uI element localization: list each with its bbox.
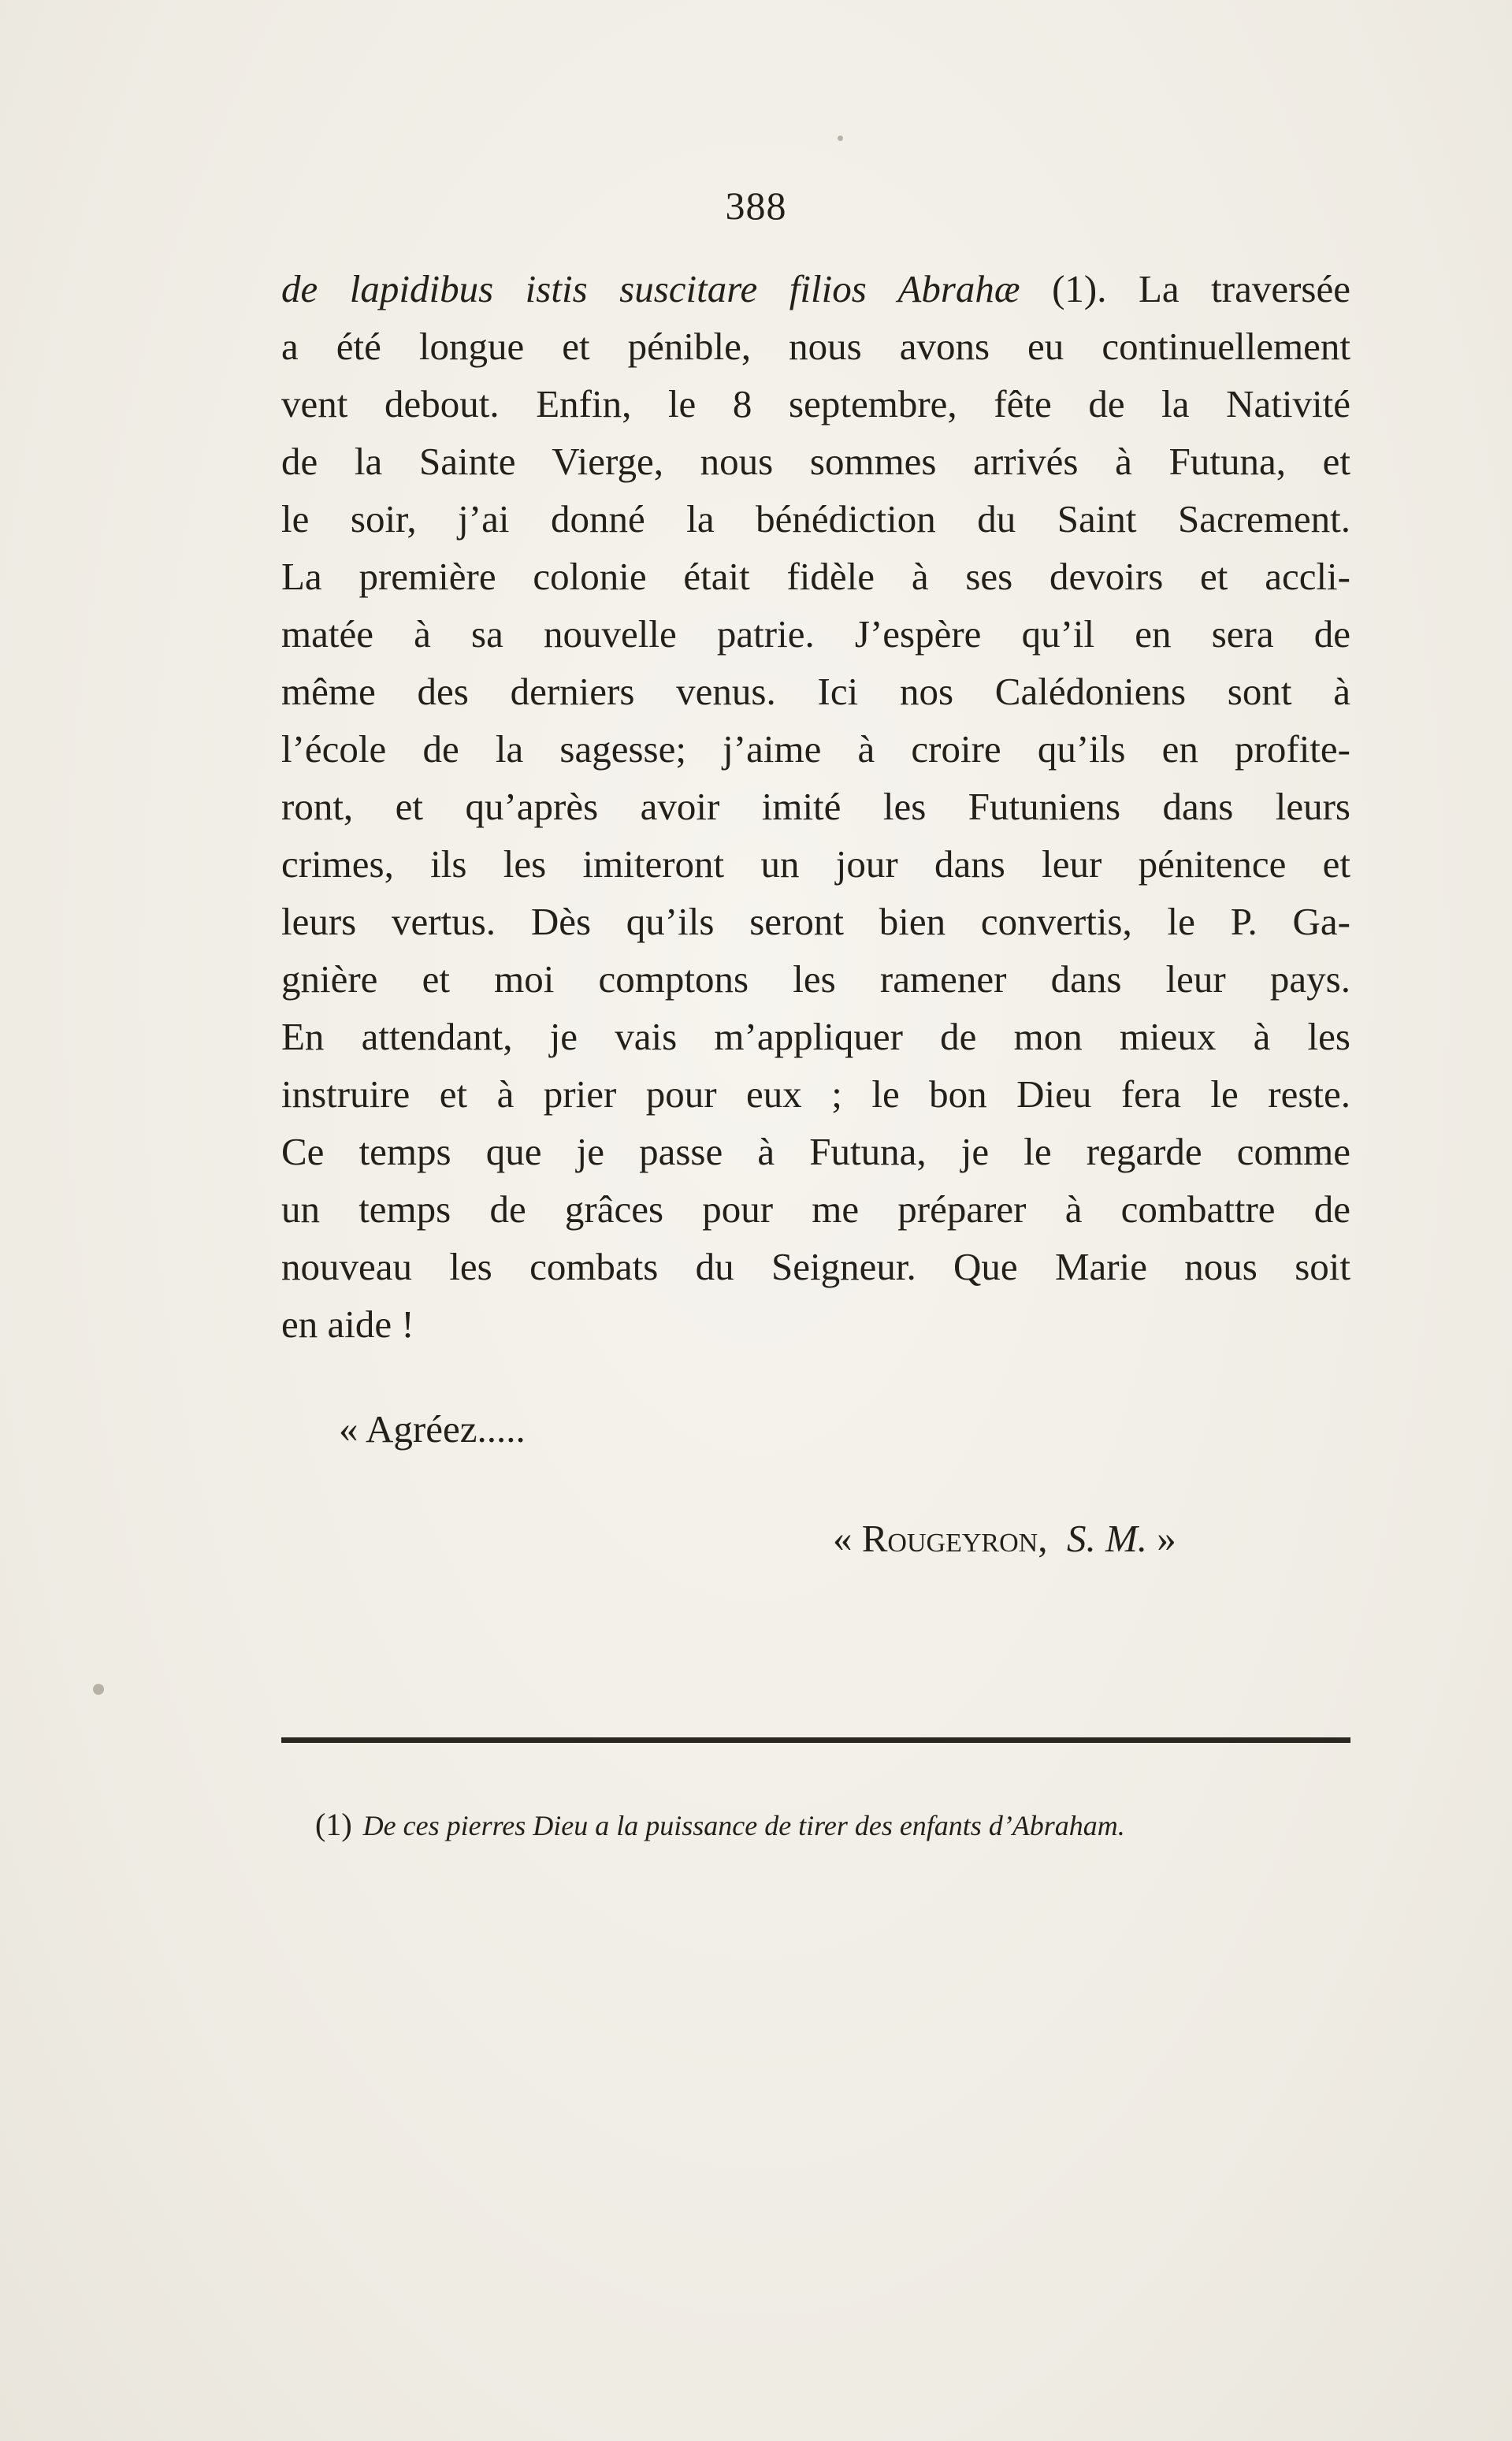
paper-speck xyxy=(838,136,843,141)
body-line: même des derniers venus. Ici nos Calédoniens sont à xyxy=(281,670,1350,713)
body-line: instruire et à prier pour eux ; le bon Dieu fera le reste. xyxy=(281,1072,1350,1116)
footnote-marker: (1) xyxy=(315,1807,352,1842)
body-line: a été longue et pénible, nous avons eu continuellement xyxy=(281,325,1350,368)
signature-close-quote: » xyxy=(1147,1517,1176,1560)
body-text xyxy=(281,260,1350,1353)
body-line: l’école de la sagesse; j’aime à croire qu’ils en profite- xyxy=(281,727,1350,771)
body-line: matée à sa nouvelle patrie. J’espère qu’il en sera de xyxy=(281,612,1350,656)
footnote xyxy=(315,1806,1125,1843)
page-number: 388 xyxy=(725,184,787,228)
body-line: vent debout. Enfin, le 8 septembre, fête de la Nativité xyxy=(281,382,1350,425)
body-line xyxy=(281,260,1350,318)
body-line: en aide ! xyxy=(281,1302,414,1346)
signature-open-quote: « xyxy=(833,1517,862,1560)
letter-signature xyxy=(833,1516,1176,1561)
signature-title: S. M. xyxy=(1066,1517,1148,1560)
body-line: Ce temps que je passe à Futuna, je le regarde comme xyxy=(281,1130,1350,1173)
body-line: le soir, j’ai donné la bénédiction du Saint Sacrement. xyxy=(281,497,1350,541)
footnote-text: De ces pierres Dieu a la puissance de tirer des enfants d’Abraham. xyxy=(362,1810,1125,1841)
line-continuation: (1). La traversée xyxy=(1020,267,1350,310)
latin-quotation: de lapidibus istis suscitare filios Abrahæ xyxy=(281,267,1020,310)
body-line: ront, et qu’après avoir imité les Futuniens dans leurs xyxy=(281,785,1350,828)
body-line: de la Sainte Vierge, nous sommes arrivés à Futuna, et xyxy=(281,440,1350,483)
footnote-rule xyxy=(281,1737,1350,1743)
body-line: La première colonie était fidèle à ses devoirs et accli- xyxy=(281,555,1350,598)
body-line: nouveau les combats du Seigneur. Que Marie nous soit xyxy=(281,1245,1350,1288)
body-line: leurs vertus. Dès qu’ils seront bien convertis, le P. Ga- xyxy=(281,900,1350,943)
signature-name: Rougeyron, xyxy=(861,1517,1048,1560)
body-line: En attendant, je vais m’appliquer de mon mieux à les xyxy=(281,1015,1350,1058)
body-line: gnière et moi comptons les ramener dans leur pays. xyxy=(281,957,1350,1001)
paper-speck xyxy=(93,1684,104,1695)
letter-closing: « Agréez..... xyxy=(339,1407,526,1451)
body-line: un temps de grâces pour me préparer à combattre de xyxy=(281,1187,1350,1231)
body-line: crimes, ils les imiteront un jour dans leur pénitence et xyxy=(281,842,1350,886)
